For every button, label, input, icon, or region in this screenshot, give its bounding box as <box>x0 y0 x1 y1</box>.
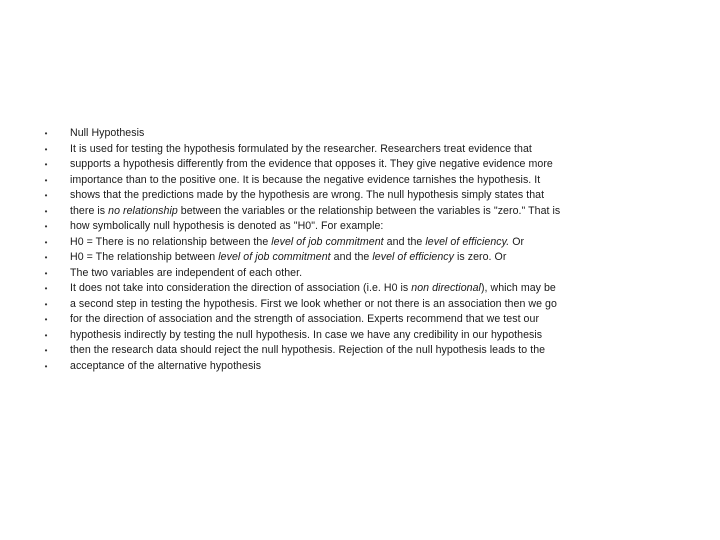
bullet-line <box>42 297 638 313</box>
bullet-dot-icon: • <box>44 315 48 324</box>
bullet-dot-icon: • <box>44 191 48 200</box>
bullet-line <box>42 235 638 251</box>
bullet-line <box>42 281 638 297</box>
bullet-dot-icon: • <box>44 144 48 154</box>
line-text: and the <box>383 235 426 248</box>
line-text: for the direction of association and the strength of association. Experts recommend that we test our <box>70 313 540 325</box>
line-text: Null Hypothesis <box>70 127 145 139</box>
bullet-line <box>42 204 638 220</box>
bullet-dot-icon: • <box>44 253 48 262</box>
line-text: H0 = There is no relationship between the <box>70 235 272 248</box>
line-text: is zero. Or <box>454 251 507 263</box>
bullet-line <box>42 343 638 359</box>
bullet-dot-icon: • <box>44 237 48 247</box>
line-text: supports a hypothesis differently from the evidence that opposes it. They give negative evidence more <box>70 158 553 170</box>
bullet-dot-icon: • <box>44 160 48 169</box>
line-text: a second step in testing the hypothesis. First we look whether or not there is an association then we go <box>70 297 557 310</box>
bullet-dot-icon: • <box>44 175 48 185</box>
line-text: acceptance of the alternative hypothesis <box>70 359 262 372</box>
bullet-dot-icon: • <box>44 284 48 293</box>
line-text: hypothesis indirectly by testing the null hypothesis. In case we have any credibility in our hypothesis <box>70 328 543 341</box>
bullet-line <box>42 328 638 344</box>
emphasized-text: non directional <box>411 282 481 294</box>
line-text: The two variables are independent of each other. <box>70 266 303 279</box>
bullet-dot-icon: • <box>44 361 48 371</box>
emphasized-text: no relationship <box>108 204 178 217</box>
bullet-dot-icon: • <box>44 268 48 278</box>
bullet-dot-icon: • <box>44 129 48 138</box>
emphasized-text: level of job commitment <box>218 251 331 263</box>
line-text: there is <box>70 204 109 217</box>
emphasized-text: level of job commitment <box>271 235 384 248</box>
line-text: ), which may be <box>480 282 556 294</box>
line-text: H0 = The relationship between <box>70 251 219 263</box>
line-text: It is used for testing the hypothesis formulated by the researcher. Researchers treat evidence that <box>70 142 532 155</box>
line-text: It does not take into consideration the direction of association (i.e. H0 is <box>70 282 412 294</box>
bullet-dot-icon: • <box>44 330 48 340</box>
line-text: and the <box>330 251 373 263</box>
line-text: between the variables or the relationship between the variables is "zero." That is <box>177 204 561 217</box>
bullet-line <box>42 188 638 204</box>
emphasized-text: level of efficiency <box>372 251 454 263</box>
line-text: how symbolically null hypothesis is denoted as "H0". For example: <box>70 220 384 232</box>
line-text: then the research data should reject the null hypothesis. Rejection of the null hypothesis leads to the <box>70 344 546 356</box>
line-text: shows that the predictions made by the hypothesis are wrong. The null hypothesis simply states that <box>70 189 545 201</box>
bullet-dot-icon: • <box>44 222 48 231</box>
emphasized-text: level of efficiency. <box>425 235 510 248</box>
bullet-line <box>42 219 638 235</box>
line-text: importance than to the positive one. It is because the negative evidence tarnishes the hypothesis. It <box>70 173 541 186</box>
bullet-dot-icon: • <box>44 346 48 355</box>
line-text: Or <box>509 235 525 248</box>
bullet-line <box>42 250 638 266</box>
bullet-list <box>42 126 638 374</box>
bullet-dot-icon: • <box>44 206 48 216</box>
bullet-line <box>42 142 638 158</box>
bullet-line <box>42 312 638 328</box>
bullet-dot-icon: • <box>44 299 48 309</box>
bullet-line <box>42 157 638 173</box>
bullet-line <box>42 359 638 375</box>
bullet-line <box>42 126 638 142</box>
bullet-line <box>42 266 638 282</box>
bullet-line <box>42 173 638 189</box>
